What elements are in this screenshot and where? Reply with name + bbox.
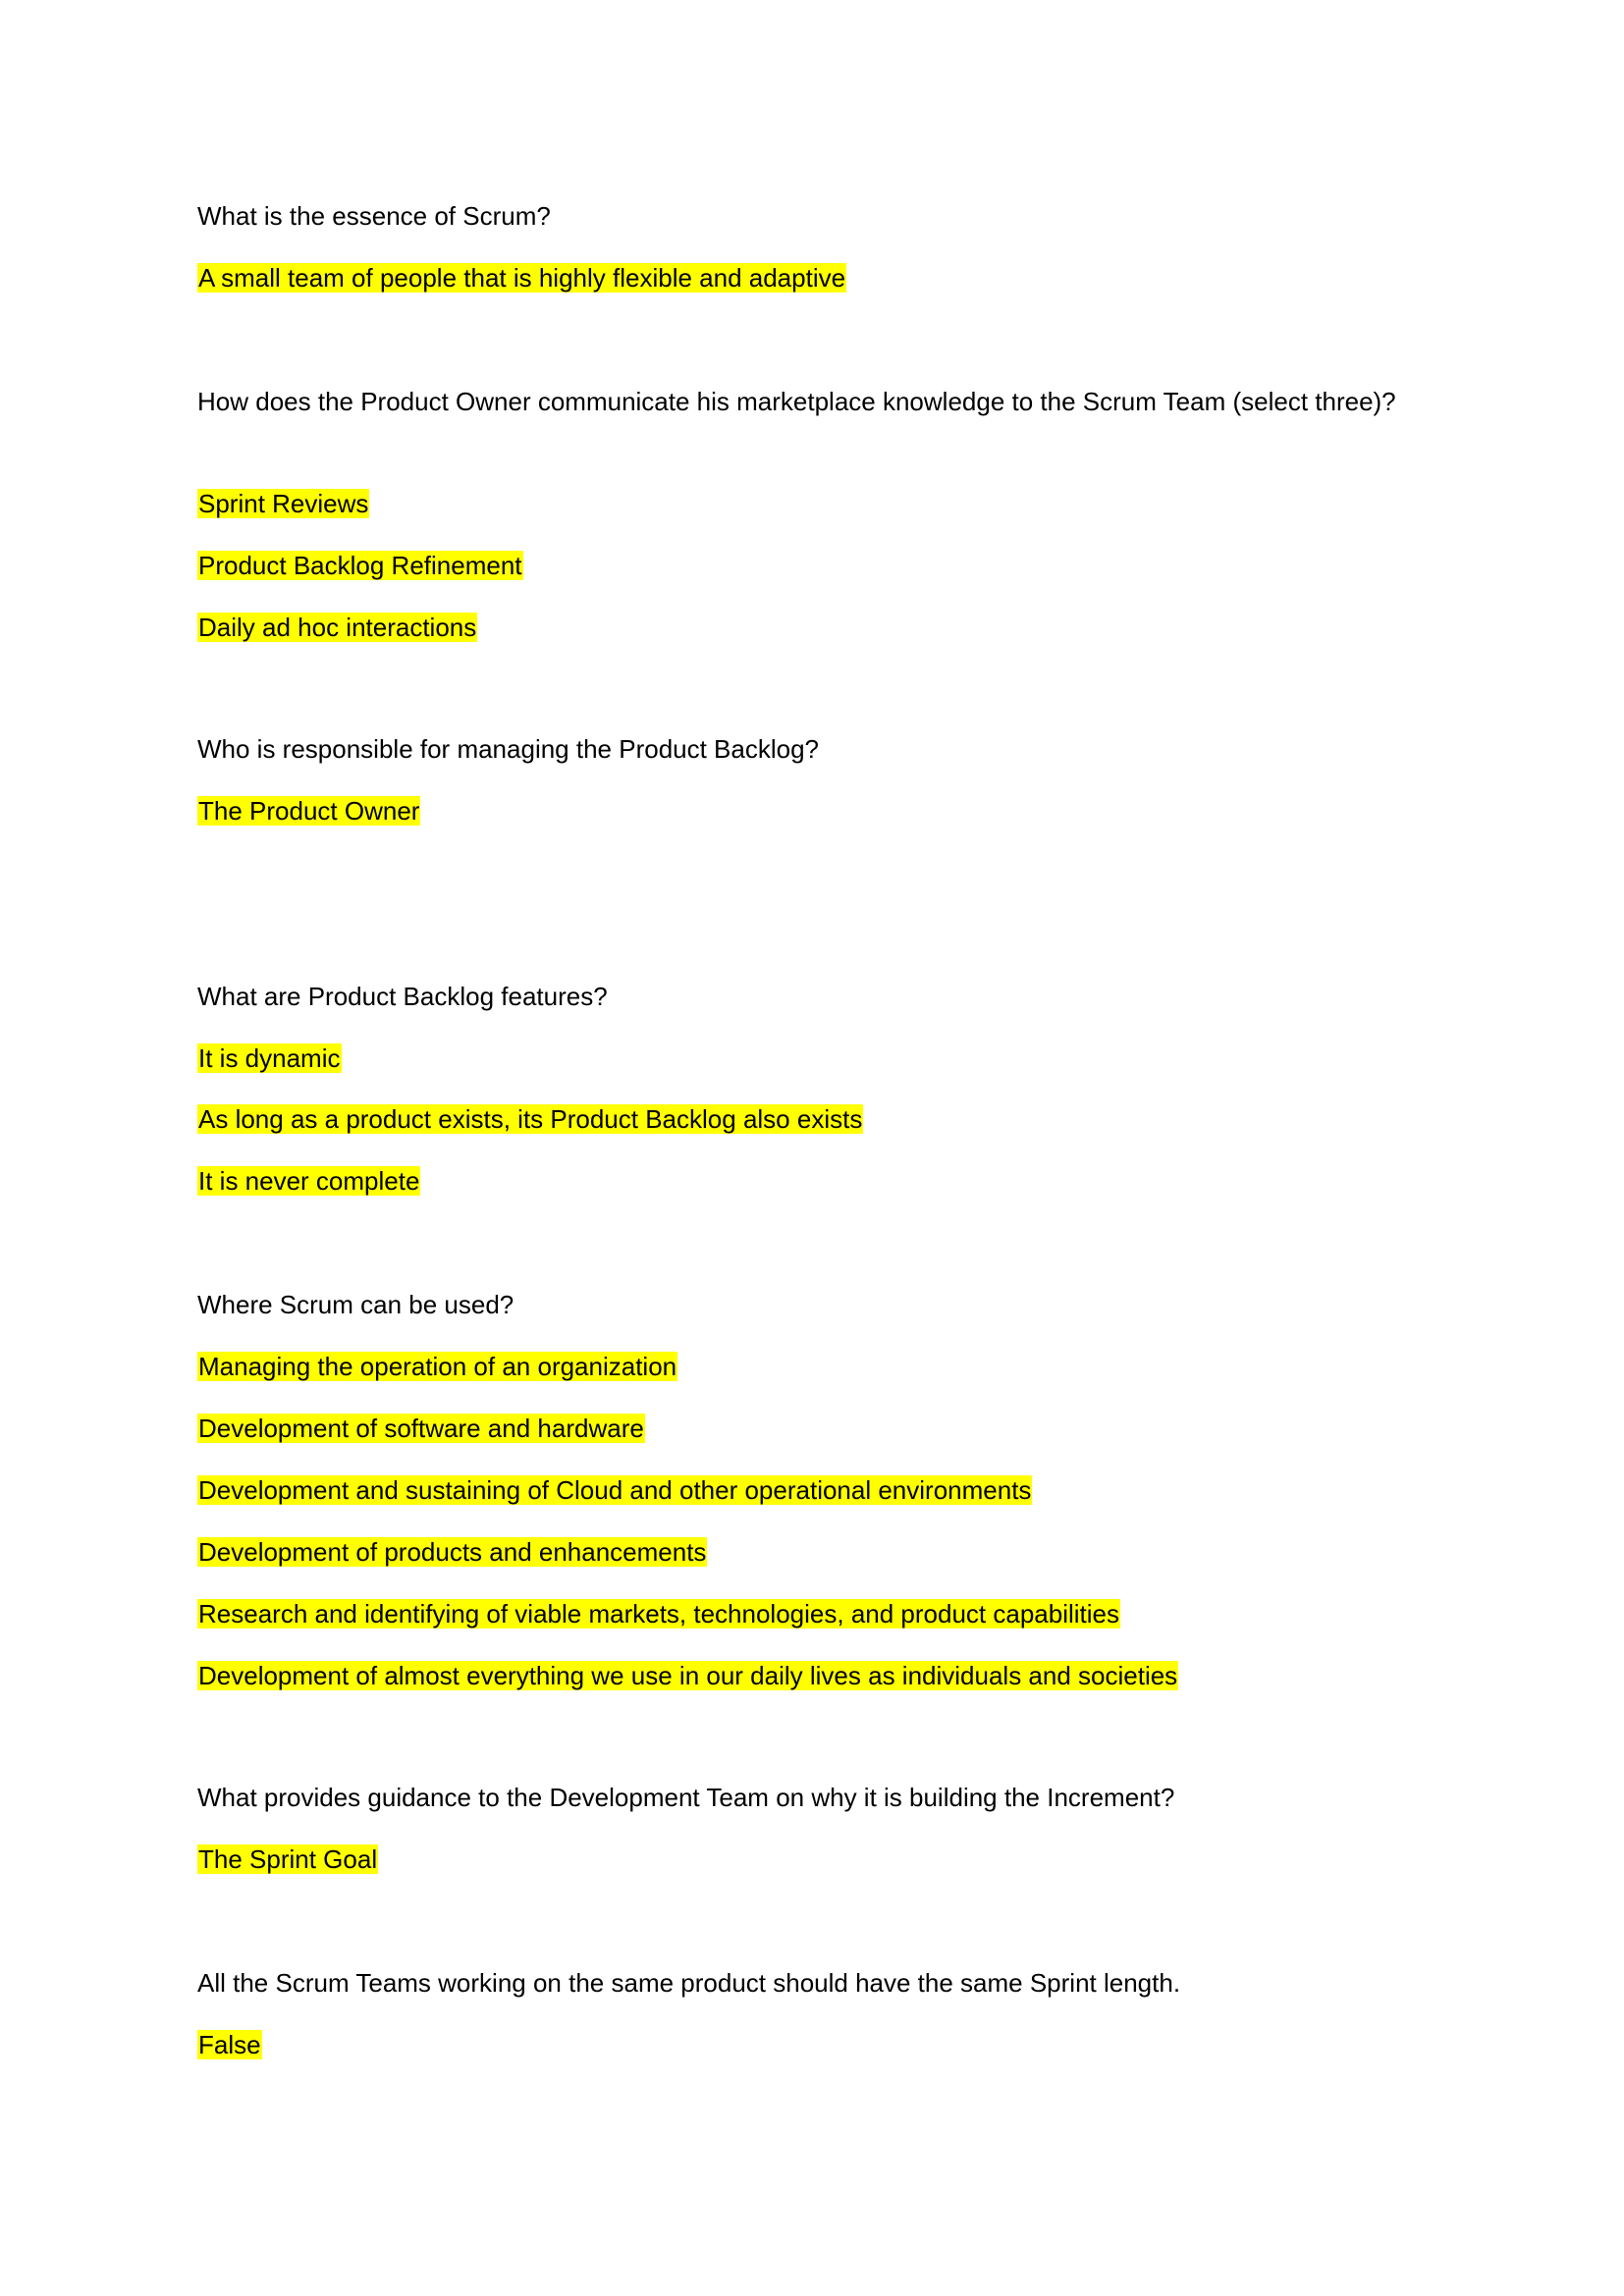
answer-4-2: As long as a product exists, its Product Backlog also exists [198, 1104, 863, 1134]
answer-2-3: Daily ad hoc interactions [198, 613, 477, 642]
answer-5-1: Managing the operation of an organization [198, 1352, 677, 1381]
question-4: What are Product Backlog features? [197, 982, 608, 1011]
answer-2-1: Sprint Reviews [198, 489, 369, 518]
answer-6-1: The Sprint Goal [198, 1844, 378, 1874]
question-3: Who is responsible for managing the Product Backlog? [197, 734, 820, 764]
question-6: What provides guidance to the Development Team on why it is building the Increment? [197, 1783, 1175, 1812]
answer-5-5: Research and identifying of viable markets, technologies, and product capabilities [198, 1599, 1119, 1629]
question-5: Where Scrum can be used? [197, 1290, 514, 1319]
answer-5-3: Development and sustaining of Cloud and other operational environments [198, 1475, 1032, 1505]
answer-5-4: Development of products and enhancements [198, 1537, 707, 1567]
answer-5-2: Development of software and hardware [198, 1414, 644, 1443]
question-7: All the Scrum Teams working on the same product should have the same Sprint length. [197, 1968, 1181, 1998]
question-2: How does the Product Owner communicate his marketplace knowledge to the Scrum Team (select three)? [197, 387, 1396, 416]
question-1: What is the essence of Scrum? [197, 201, 551, 231]
answer-3-1: The Product Owner [198, 796, 420, 826]
answer-4-3: It is never complete [198, 1166, 420, 1196]
answer-5-6: Development of almost everything we use in our daily lives as individuals and societies [198, 1661, 1178, 1690]
answer-2-2: Product Backlog Refinement [198, 551, 522, 580]
answer-4-1: It is dynamic [198, 1043, 341, 1073]
answer-7-1: False [198, 2030, 261, 2059]
answer-1-1: A small team of people that is highly flexible and adaptive [198, 263, 846, 293]
